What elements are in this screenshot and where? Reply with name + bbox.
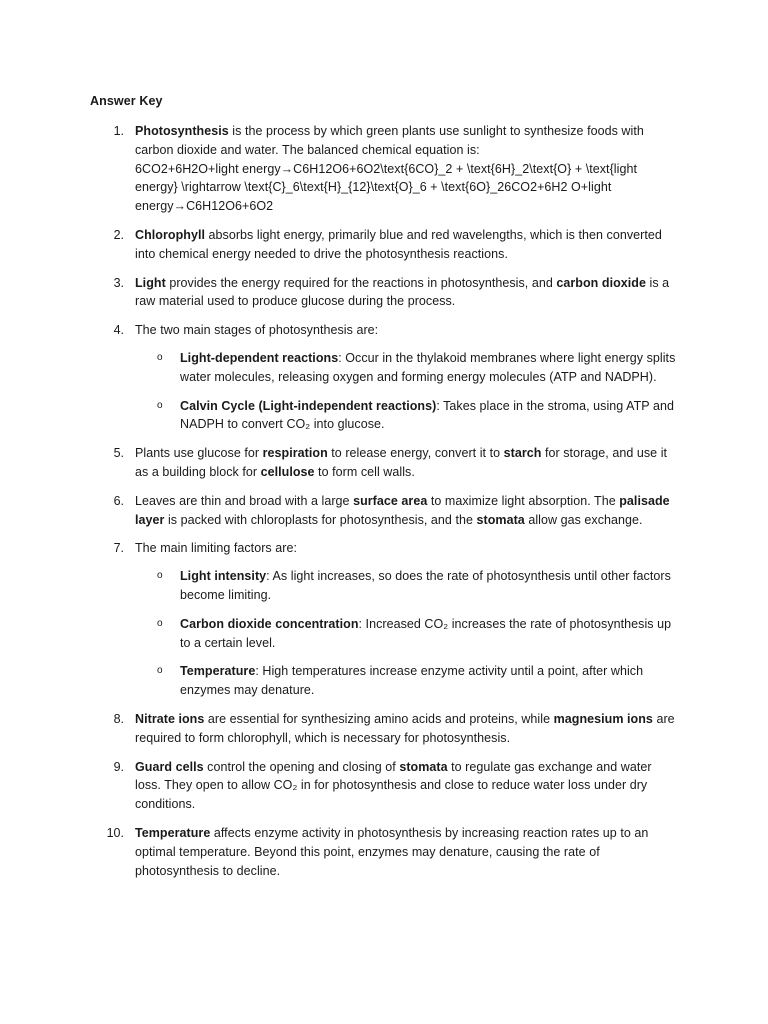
circle-bullet-icon: o <box>157 665 163 677</box>
item-number: 9. <box>113 759 124 774</box>
item-text: Leaves are thin and broad with a large surface area to maximize light absorption. The palisade layer is packed with chloroplasts for photosynthesis, and the stomata allow gas exchange. <box>135 493 670 527</box>
item-number: 2. <box>113 227 124 242</box>
bold-term: Photosynthesis <box>135 124 229 138</box>
item-text: Plants use glucose for respiration to release energy, convert it to starch for storage, and use it as a building block for cellulose to form cell walls. <box>135 446 668 479</box>
item-text: Nitrate ions are essential for synthesizing amino acids and proteins, while magnesium ions are required to form chlorophyll, which is necessary for photosynthesis. <box>135 711 675 745</box>
bold-term: Calvin Cycle (Light-independent reactions) <box>180 398 437 413</box>
answer-item-6 <box>0 492 768 530</box>
bold-term: Light <box>135 275 166 290</box>
sub-list-item: o Carbon dioxide concentration: Increased CO₂ increases the rate of photosynthesis up to a certain level. <box>157 616 672 650</box>
bold-term: cellulose <box>260 464 315 479</box>
item-text: Photosynthesis is the process by which green plants use sunlight to synthesize foods with carbon dioxide and water. The balanced chemical equation is: 6CO2+6H2O+light energy→C6H12O6+6O2\text{6CO}_2 + \text{6H}_2\text{O} + \text{light energy} \rightarrow \text{C}_6\text{H}_{12}\text{O}_6 + \text{6O}_26CO2+6H2 O+light energy→C6H12O6+6O2 <box>135 122 680 216</box>
bold-term: Temperature <box>135 825 211 840</box>
answer-item-9 <box>0 758 768 814</box>
item-text: Chlorophyll absorbs light energy, primarily blue and red wavelengths, which is then converted into chemical energy needed to drive the photosynthesis reactions. <box>135 227 662 261</box>
item-number: 10. <box>106 825 124 840</box>
answer-item-2 <box>0 226 768 264</box>
item-number: 8. <box>113 711 124 726</box>
answer-item-1 <box>0 122 768 216</box>
item-number: 6. <box>113 493 124 508</box>
bold-term: stomata <box>399 759 448 774</box>
sub-list-item: o Temperature: High temperatures increase enzyme activity until a point, after which enzymes may denature. <box>157 664 644 698</box>
chemical-equation: 6CO2+6H2O+light energy→C6H12O6+6O2\text{6CO}_2 + \text{6H}_2\text{O} + \text{light energy} \rightarrow \text{C}_6\text{H}_{12}\text{O}_6 + \text{6O}_26CO2+6H2 O+light energy→C6H12O6+6O2 <box>135 161 637 214</box>
bold-term: respiration <box>262 446 328 461</box>
answer-list <box>0 122 768 890</box>
sub-list-item: o Light intensity: As light increases, so does the rate of photosynthesis until other factors become limiting. <box>157 569 671 602</box>
answer-item-8 <box>0 710 768 748</box>
item-number: 7. <box>113 541 124 556</box>
bold-term: stomata <box>476 512 525 527</box>
bold-term: Guard cells <box>135 759 204 774</box>
item-number: 4. <box>113 323 124 338</box>
circle-bullet-icon: o <box>157 351 163 363</box>
sub-list <box>135 567 680 700</box>
bold-term: starch <box>503 446 542 461</box>
answer-item-7 <box>0 539 768 700</box>
circle-bullet-icon: o <box>157 399 163 411</box>
bold-term: Nitrate ions <box>135 711 205 726</box>
item-text: The two main stages of photosynthesis are: o Light-dependent reactions: Occur in the thylakoid membranes where light energy splits water molecules, releasing oxygen and forming energy molecules (ATP and NADPH). o Calvin Cycle (Light-independent reactions): Takes place in the stroma, using ATP and NADPH to convert CO₂ into glucose. <box>135 321 680 434</box>
bold-term: Temperature <box>180 664 256 679</box>
page-heading: Answer Key <box>90 94 163 108</box>
bold-term: palisade layer <box>135 493 670 527</box>
item-text: Temperature affects enzyme activity in photosynthesis by increasing reaction rates up to an optimal temperature. Beyond this point, enzymes may denature, causing the rate of photosynthesis to decline. <box>135 825 649 878</box>
item-text: Guard cells control the opening and closing of stomata to regulate gas exchange and water loss. They open to allow CO₂ in for photosynthesis and close to reduce water loss under dry conditions. <box>135 759 652 812</box>
bold-term: Carbon dioxide concentration <box>180 616 359 631</box>
sub-list-item: o Light-dependent reactions: Occur in the thylakoid membranes where light energy splits water molecules, releasing oxygen and forming energy molecules (ATP and NADPH). <box>157 350 676 384</box>
circle-bullet-icon: o <box>157 570 163 582</box>
bold-term: carbon dioxide <box>556 275 646 290</box>
bold-term: Chlorophyll <box>135 227 205 242</box>
item-text: Light provides the energy required for the reactions in photosynthesis, and carbon dioxide is a raw material used to produce glucose during the process. <box>135 275 670 309</box>
item-number: 1. <box>113 124 124 138</box>
answer-item-4 <box>0 321 768 434</box>
sub-list-item: o Calvin Cycle (Light-independent reactions): Takes place in the stroma, using ATP and NADPH to convert CO₂ into glucose. <box>157 398 674 432</box>
answer-item-3 <box>0 274 768 312</box>
bold-term: magnesium ions <box>553 711 653 726</box>
bold-term: Light intensity <box>180 569 267 584</box>
bold-term: surface area <box>353 493 428 508</box>
item-number: 3. <box>113 275 124 290</box>
item-text: The main limiting factors are: o Light intensity: As light increases, so does the rate of photosynthesis until other factors become limiting. o Carbon dioxide concentration: Increased CO₂ increases the rate of photosynthesis up to a certain level. o Temperature: High temperatures increase enzyme activity until a point, after which enzymes may denature. <box>135 539 680 700</box>
item-number: 5. <box>113 446 124 461</box>
sub-list <box>135 349 680 434</box>
answer-item-5 <box>0 444 768 482</box>
answer-item-10 <box>0 824 768 880</box>
bold-term: Light-dependent reactions <box>180 350 339 365</box>
circle-bullet-icon: o <box>157 617 163 629</box>
